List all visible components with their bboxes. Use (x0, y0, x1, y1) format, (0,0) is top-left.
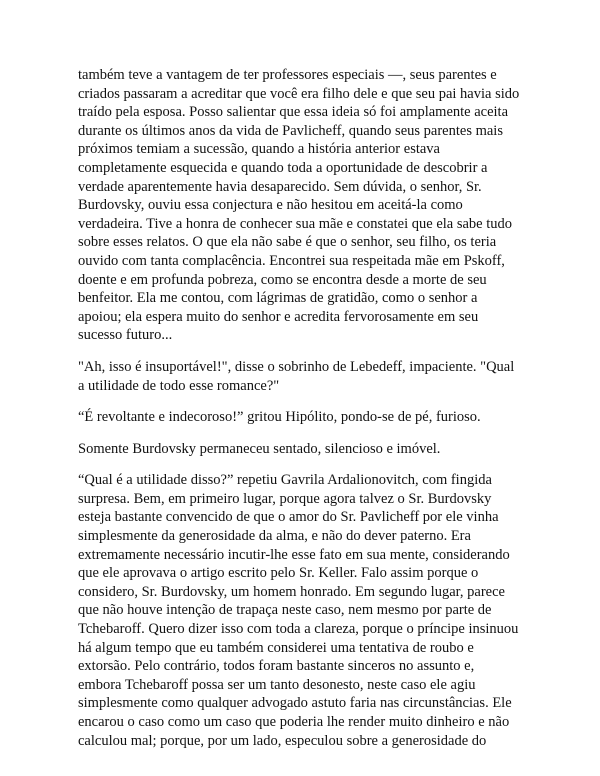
paragraph-1: também teve a vantagem de ter professores especiais —, seus parentes e criados passaram a acreditar que você era filho dele e que seu pai havia sido traído pela esposa. Posso salientar que essa ideia só foi amplamente aceita durante os últimos anos da vida de Pavlicheff, quando seus parentes mais próximos temiam a sucessão, quando a história anterior estava completamente esquecida e quando toda a oportunidade de descobrir a verdade aparentemente havia desaparecido. Sem dúvida, o senhor, Sr. Burdovsky, ouviu essa conjectura e não hesitou em aceitá-la como verdadeira. Tive a honra de conhecer sua mãe e constatei que ela sabe tudo sobre esses relatos. O que ela não sabe é que o senhor, seu filho, os teria ouvido com tanta complacência. Encontrei sua respeitada mãe em Pskoff, doente e em profunda pobreza, como se encontra desde a morte de seu benfeitor. Ela me contou, com lágrimas de gratidão, como o senhor a apoiou; ela espera muito do senhor e acredita fervorosamente em seu sucesso futuro... (78, 67, 520, 344)
paragraph-2: "Ah, isso é insuportável!", disse o sobrinho de Lebedeff, impaciente. "Qual a utilidade de todo esse romance?" (78, 358, 515, 394)
paragraph-4: Somente Burdovsky permaneceu sentado, silencioso e imóvel. (78, 440, 441, 457)
paragraph-3: “É revoltante e indecoroso!” gritou Hipólito, pondo-se de pé, furioso. (78, 409, 481, 426)
paragraph-5: “Qual é a utilidade disso?” repetiu Gavrila Ardalionovitch, com fingida surpresa. Bem, em primeiro lugar, porque agora talvez o Sr. Burdovsky esteja bastante convencido de que o amor do Sr. Pavlicheff por ele vinha simplesmente da generosidade da alma, e não do dever paterno. Era extremamente necessário incutir-lhe esse fato em sua mente, considerando que ele aprovava o artigo escrito pelo Sr. Keller. Falo assim porque o considero, Sr. Burdovsky, um homem honrado. Em segundo lugar, parece que não houve intenção de trapaça neste caso, nem mesmo por parte de Tchebaroff. Quero dizer isso com toda a clareza, porque o príncipe insinuou há algum tempo que eu também considerei uma tentativa de roubo e extorsão. Pelo contrário, todos foram bastante sinceros no assunto e, embora Tchebaroff possa ser um tanto desonesto, neste caso ele agiu simplesmente como qualquer advogado astuto faria nas circunstâncias. Ele encarou o caso como um caso que poderia lhe render muito dinheiro e não calculou mal; porque, por um lado, especulou sobre a generosidade do (78, 472, 519, 749)
document-page (78, 66, 520, 763)
